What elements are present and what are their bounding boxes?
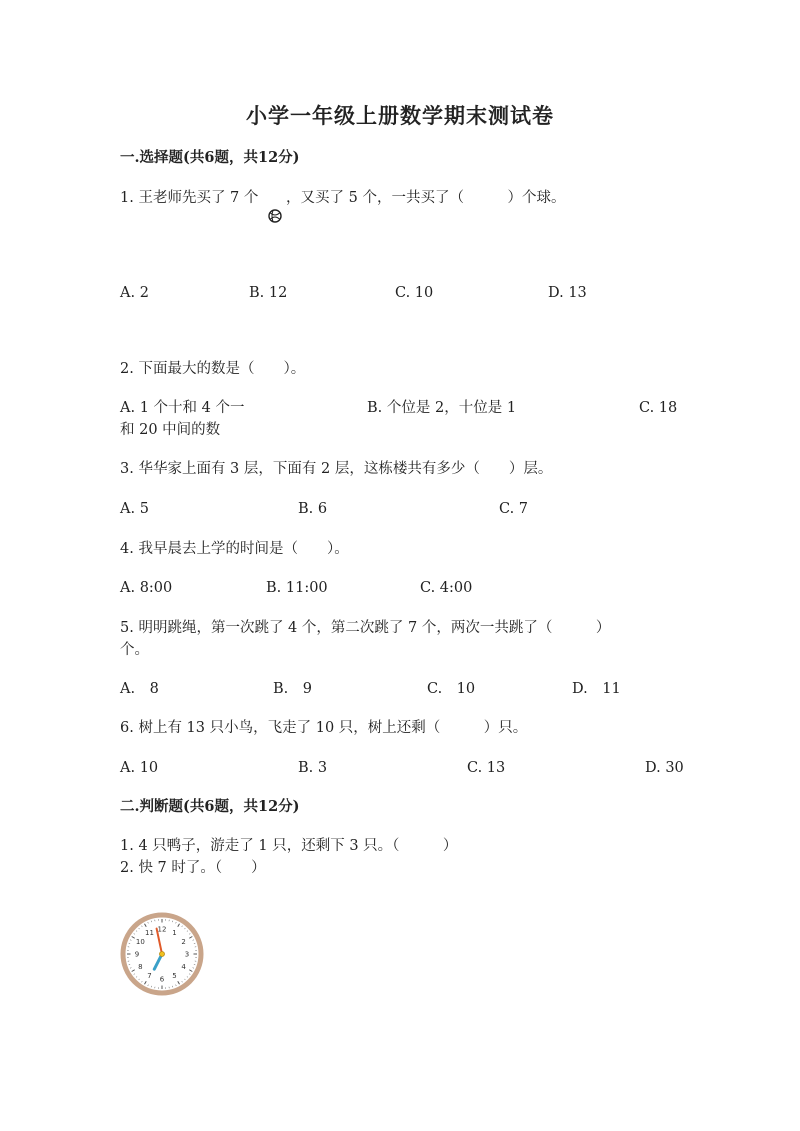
- clock-center: [160, 952, 165, 957]
- q4-option-b[interactable]: B. 11:00: [266, 580, 328, 596]
- q1-stem-part2: ，又买了 5 个，一共买了（ ）个球。: [286, 190, 566, 206]
- judge-q1: 1. 4 只鸭子，游走了 1 只，还剩下 3 只。（ ）: [120, 838, 458, 854]
- clock-number: 3: [184, 950, 190, 959]
- q6-option-a[interactable]: A. 10: [120, 760, 159, 776]
- q2-option-a-continued: 和 20 中间的数: [120, 422, 221, 438]
- clock-number: 2: [181, 938, 186, 946]
- q4-option-a[interactable]: A. 8:00: [120, 580, 173, 596]
- clock-number: 8: [138, 963, 143, 971]
- clock-icon: [120, 912, 204, 996]
- q6-option-b[interactable]: B. 3: [298, 760, 328, 776]
- clock-number: 7: [147, 972, 152, 981]
- q4-option-c[interactable]: C. 4:00: [420, 580, 473, 596]
- q2-stem: 2. 下面最大的数是（ ）。: [120, 361, 306, 377]
- q3-option-b[interactable]: B. 6: [298, 501, 328, 517]
- clock-number: 12: [157, 925, 167, 934]
- clock-number: 1: [172, 928, 177, 937]
- q3-stem: 3. 华华家上面有 3 层，下面有 2 层，这栋楼共有多少（ ）层。: [120, 461, 553, 477]
- q5-option-d[interactable]: D. 11: [572, 681, 621, 697]
- q3-option-a[interactable]: A. 5: [120, 501, 149, 517]
- ball-icon: [268, 209, 282, 223]
- q2-option-c[interactable]: C. 18: [639, 400, 678, 416]
- q2-option-b[interactable]: B. 个位是 2，十位是 1: [367, 400, 517, 416]
- q1-option-d[interactable]: D. 13: [548, 285, 587, 301]
- judge-q2: 2. 快 7 时了。（ ）: [120, 860, 266, 876]
- clock-number: 6: [159, 975, 165, 984]
- clock-number: 5: [172, 972, 177, 981]
- page-title: 小学一年级上册数学期末测试卷: [246, 103, 554, 128]
- clock-number: 9: [134, 950, 140, 959]
- clock-number: 10: [135, 938, 145, 946]
- section2-heading: 二.判断题(共6题，共12分): [120, 798, 300, 815]
- q2-option-a[interactable]: A. 1 个十和 4 个一: [120, 400, 245, 416]
- clock-number: 4: [181, 963, 186, 971]
- q6-option-c[interactable]: C. 13: [467, 760, 506, 776]
- q1-option-a[interactable]: A. 2: [120, 285, 149, 301]
- q5-stem: 5. 明明跳绳，第一次跳了 4 个，第二次跳了 7 个，两次一共跳了（ ）: [120, 620, 611, 636]
- clock-number: 11: [145, 928, 154, 937]
- q5-stem-continued: 个。: [120, 642, 149, 658]
- q5-option-c[interactable]: C. 10: [427, 681, 476, 697]
- q3-option-c[interactable]: C. 7: [499, 501, 529, 517]
- q5-option-b[interactable]: B. 9: [273, 681, 312, 697]
- section1-heading: 一.选择题(共6题，共12分): [120, 149, 300, 166]
- q6-stem: 6. 树上有 13 只小鸟，飞走了 10 只，树上还剩（ ）只。: [120, 720, 528, 736]
- q1-option-b[interactable]: B. 12: [249, 285, 288, 301]
- q4-stem: 4. 我早晨去上学的时间是（ ）。: [120, 541, 349, 557]
- q1-stem-part1: 1. 王老师先买了 7 个: [120, 190, 259, 206]
- q5-option-a[interactable]: A. 8: [120, 681, 159, 697]
- q6-option-d[interactable]: D. 30: [645, 760, 684, 776]
- q1-option-c[interactable]: C. 10: [395, 285, 434, 301]
